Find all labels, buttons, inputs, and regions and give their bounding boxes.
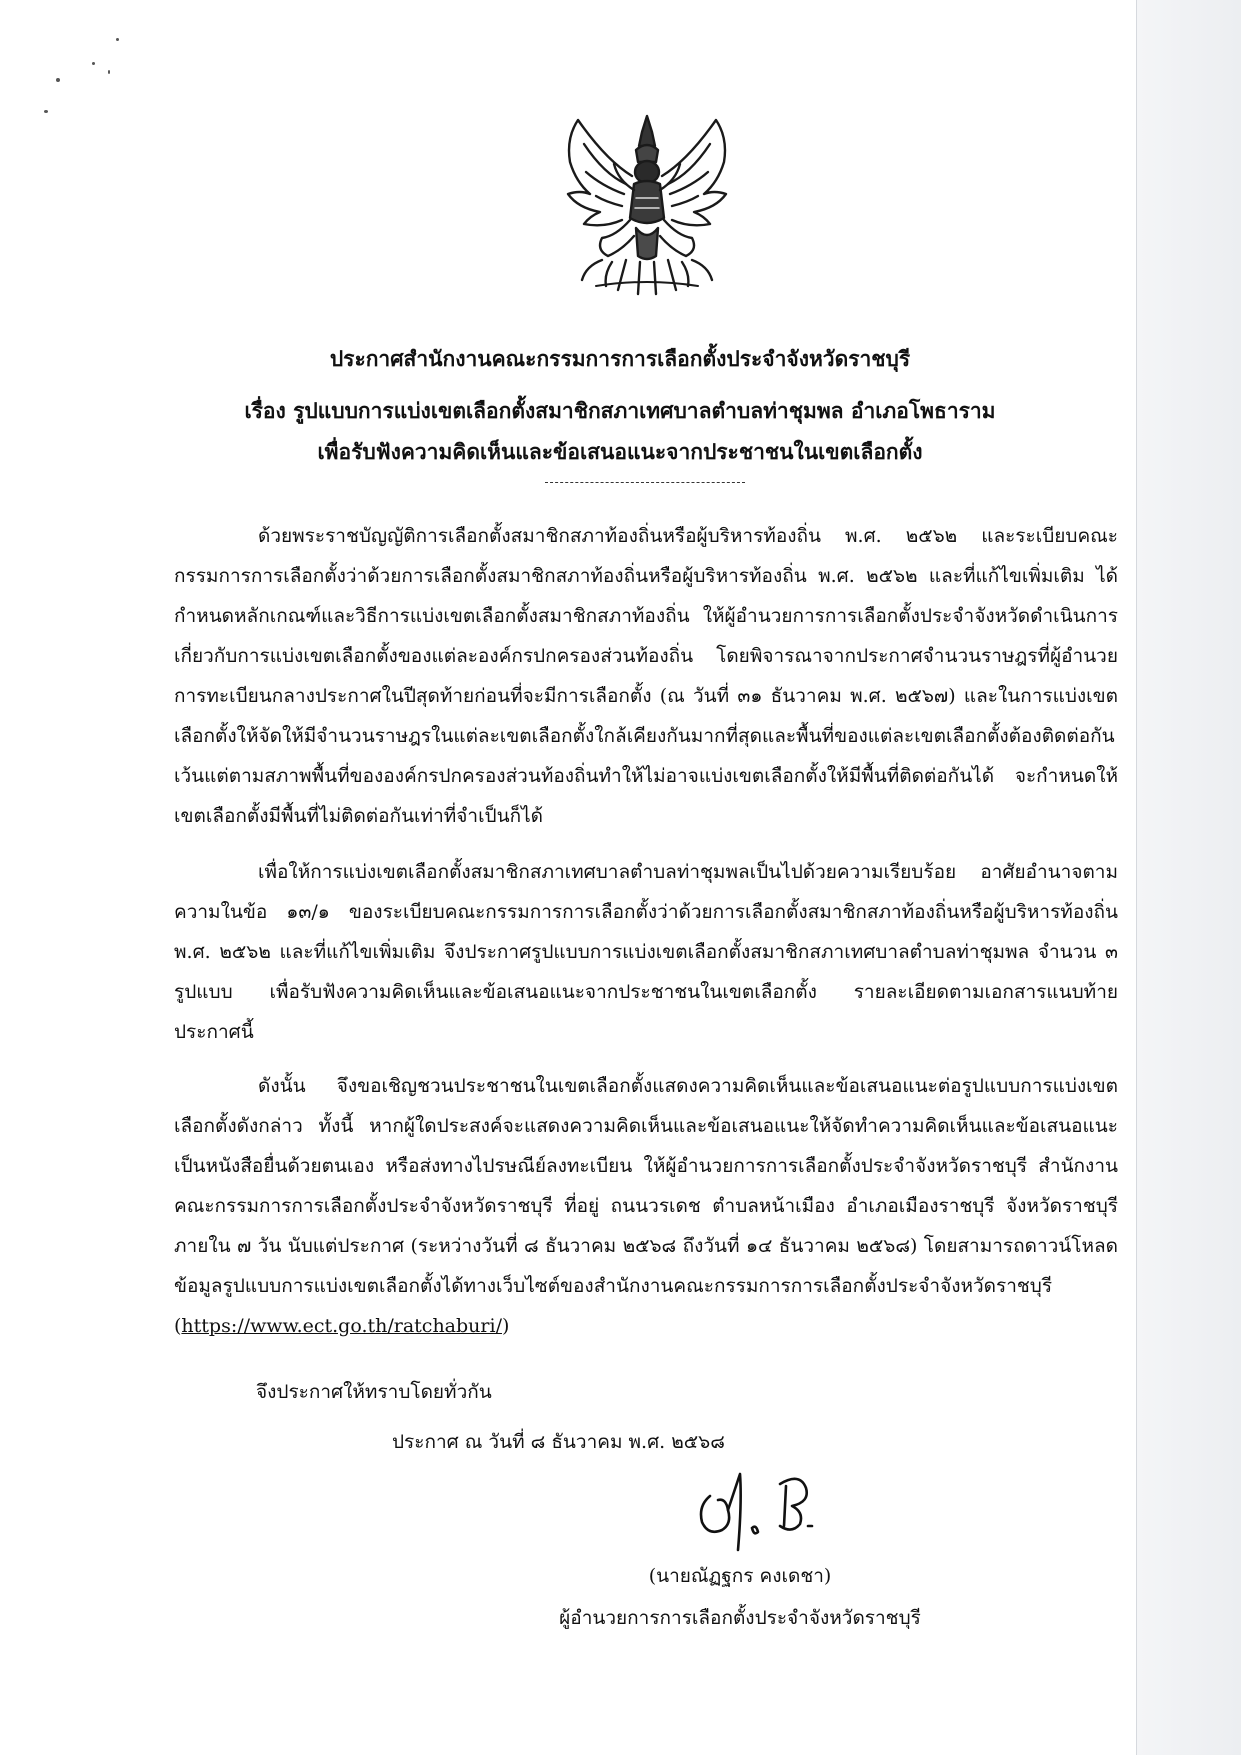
body-paragraph-2: เพื่อให้การแบ่งเขตเลือกตั้งสมาชิกสภาเทศบาลตำบลท่าชุมพลเป็นไปด้วยความเรียบร้อย อาศัยอำนาจตามความในข้อ ๑๓/๑ ของระเบียบคณะกรรมการการเลือกตั้งว่าด้วยการเลือกตั้งสมาชิกสภาท้องถิ่นหรือผู้บริหารท้องถิ่น พ.ศ. ๒๕๖๒ และที่แก้ไขเพิ่มเติม จึงประกาศรูปแบบการแบ่งเขตเลือกตั้งสมาชิกสภาเทศบาลตำบลท่าชุมพล จำนวน ๓ รูปแบบ เพื่อรับฟังความคิดเห็นและข้อเสนอแนะจากประชาชนในเขตเลือกตั้ง รายละเอียดตามเอกสารแนบท้ายประกาศนี้ (174, 861, 1118, 1043)
body-paragraph-3 (174, 1066, 1118, 1346)
paragraph-3-text: ดังนั้น จึงขอเชิญชวนประชาชนในเขตเลือกตั้งแสดงความคิดเห็นและข้อเสนอแนะต่อรูปแบบการแบ่งเขตเลือกตั้งดังกล่าว ทั้งนี้ หากผู้ใดประสงค์จะแสดงความคิดเห็นและข้อเสนอแนะให้จัดทำความคิดเห็นและข้อเสนอแนะเป็นหนังสือยื่นด้วยตนเอง หรือส่งทางไปรษณีย์ลงทะเบียน ให้ผู้อำนวยการการเลือกตั้งประจำจังหวัดราชบุรี สำนักงานคณะกรรมการการเลือกตั้งประจำจังหวัดราชบุรี ที่อยู่ ถนนวรเดช ตำบลหน้าเมือง อำเภอเมืองราชบุรี จังหวัดราชบุรี ภายใน ๗ วัน นับแต่ประกาศ (ระหว่างวันที่ ๘ ธันวาคม ๒๕๖๘ ถึงวันที่ ๑๔ ธันวาคม ๒๕๖๘) โดยสามารถดาวน์โหลดข้อมูลรูปแบบการแบ่งเขตเลือกตั้งได้ทางเว็บไซต์ของสำนักงานคณะกรรมการการเลือกตั้งประจำจังหวัดราชบุรี ( (174, 1075, 1118, 1337)
announcement-title: ประกาศสำนักงานคณะกรรมการการเลือกตั้งประจำจังหวัดราชบุรี (329, 347, 911, 371)
signatory-position: ผู้อำนวยการการเลือกตั้งประจำจังหวัดราชบุรี (559, 1607, 921, 1629)
scan-speck (92, 62, 95, 65)
announcement-date: ประกาศ ณ วันที่ ๘ ธันวาคม พ.ศ. ๒๕๖๘ (392, 1431, 725, 1453)
announcement-subject-line2: เพื่อรับฟังความคิดเห็นและข้อเสนอแนะจากประชาชนในเขตเลือกตั้ง (317, 440, 923, 464)
announcement-subject-line1: เรื่อง รูปแบบการแบ่งเขตเลือกตั้งสมาชิกสภาเทศบาลตำบลท่าชุมพล อำเภอโพธาราม (244, 399, 996, 423)
signatory-name: (นายณัฏฐกร คงเดชา) (648, 1565, 832, 1587)
scanner-edge (1137, 0, 1241, 1755)
scan-speck (56, 78, 60, 82)
closing-statement: จึงประกาศให้ทราบโดยทั่วกัน (256, 1381, 492, 1403)
scan-speck (44, 110, 48, 113)
paragraph-3-end: ) (501, 1315, 510, 1337)
signature-image (688, 1462, 838, 1554)
ect-ratchaburi-link[interactable]: https://www.ect.go.th/ratchaburi/ (181, 1315, 502, 1337)
body-paragraph-1: ด้วยพระราชบัญญัติการเลือกตั้งสมาชิกสภาท้องถิ่นหรือผู้บริหารท้องถิ่น พ.ศ. ๒๕๖๒ และระเบียบคณะกรรมการการเลือกตั้งว่าด้วยการเลือกตั้งสมาชิกสภาท้องถิ่นหรือผู้บริหารท้องถิ่น พ.ศ. ๒๕๖๒ และที่แก้ไขเพิ่มเติม ได้กำหนดหลักเกณฑ์และวิธีการแบ่งเขตเลือกตั้งสมาชิกสภาท้องถิ่น ให้ผู้อำนวยการการเลือกตั้งประจำจังหวัดดำเนินการเกี่ยวกับการแบ่งเขตเลือกตั้งของแต่ละองค์กรปกครองส่วนท้องถิ่น โดยพิจารณาจากประกาศจำนวนราษฎรที่ผู้อำนวยการทะเบียนกลางประกาศในปีสุดท้ายก่อนที่จะมีการเลือกตั้ง (ณ วันที่ ๓๑ ธันวาคม พ.ศ. ๒๕๖๗) และในการแบ่งเขตเลือกตั้งให้จัดให้มีจำนวนราษฎรในแต่ละเขตเลือกตั้งใกล้เคียงกันมากที่สุดและพื้นที่ของแต่ละเขตเลือกตั้งต้องติดต่อกัน เว้นแต่ตามสภาพพื้นที่ขององค์กรปกครองส่วนท้องถิ่นทำให้ไม่อาจแบ่งเขตเลือกตั้งให้มีพื้นที่ติดต่อกันได้ จะกำหนดให้เขตเลือกตั้งมีพื้นที่ไม่ติดต่อกันเท่าที่จำเป็นก็ได้ (174, 525, 1118, 827)
scan-speck (108, 70, 110, 74)
title-divider (545, 482, 745, 483)
garuda-emblem-icon (556, 110, 738, 300)
scan-speck (116, 38, 119, 41)
